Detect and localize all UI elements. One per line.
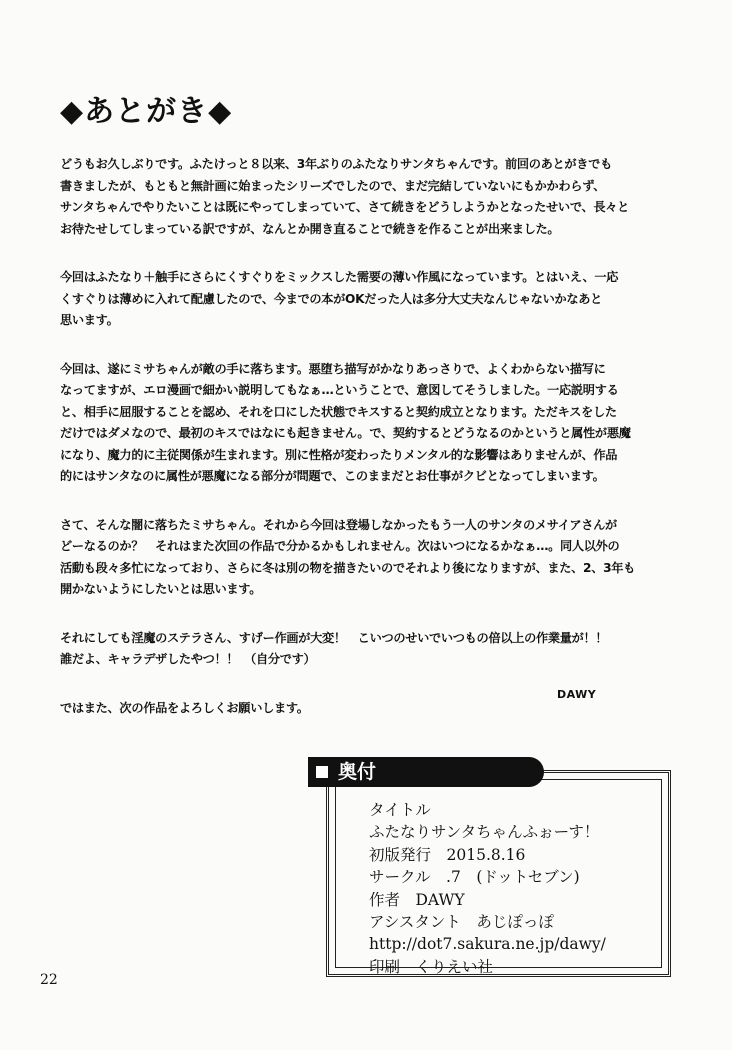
afterword-body	[60, 154, 675, 746]
text-line: それにしても淫魔のステラさん、すげー作画が大変！ こいつのせいでいつもの倍以上の作業量が！！	[60, 630, 608, 645]
text-line: 開かないようにしたいとは思います。	[60, 582, 262, 596]
colophon-row-assistant: アシスタント あじぽっぽ	[369, 913, 554, 932]
text-line: と、相手に屈服することを認め、それを口にした状態でキスすると契約成立となります。ただキスをした	[60, 404, 617, 419]
paragraph	[60, 267, 675, 332]
text-line: 誰だよ、キャラデザしたやつ！！ （自分です）	[60, 652, 316, 666]
text-line: さて、そんな闇に落ちたミサちゃん。それから今回は登場しなかったもう一人のサンタのメサイアさんが	[60, 517, 617, 532]
text-line: だけではダメなので、最初のキスではなにも起きません。で、契約するとどうなるのかというと属性が悪魔	[60, 426, 631, 440]
page-title: ◆あとがき◆	[60, 94, 233, 129]
text-line: なってますが、エロ漫画で細かい説明してもなぁ…ということで、意図してそうしました。一応説明する	[60, 383, 619, 397]
colophon-list	[369, 799, 606, 978]
text-line: 今回はふたなり＋触手にさらにくすぐりをミックスした需要の薄い作風になっています。とはいえ、一応	[60, 270, 619, 284]
colophon-heading: 奥付	[308, 757, 544, 787]
paragraph	[60, 154, 675, 240]
text-line: サンタちゃんでやりたいことは既にやってしまっていて、さて続きをどうしようかとなったせいで、長々と	[60, 200, 630, 214]
text-line: お待たせしてしまっている訳ですが、なんとか開き直ることで続きを作ることが出来ました。	[60, 221, 560, 236]
text-line: 書きましたが、もともと無計画に始まったシリーズでしたので、まだ完結していないにもかかわらず、	[60, 178, 605, 193]
colophon-row-label: タイトル	[369, 801, 431, 819]
text-line: どーなるのか？ それはまた次回の作品で分かるかもしれません。次はいつになるかなぁ…。同人以外の	[60, 539, 620, 553]
colophon-row-author: 作者 DAWY	[369, 890, 465, 909]
colophon-row-url: http://dot7.sakura.ne.jp/dawy/	[369, 935, 606, 954]
paragraph	[60, 628, 675, 671]
page-number: 22	[40, 972, 58, 988]
colophon-row-title: ふたなりサンタちゃんふぉーす！	[369, 823, 600, 842]
text-line: 活動も段々多忙になっており、さらに冬は別の物を描きたいのでそれより後になりますが、また、2、3年も	[60, 560, 636, 575]
signature: DAWY	[557, 688, 597, 701]
colophon-row-date: 初版発行 2015.8.16	[369, 845, 526, 864]
text-line: になり、魔力的に主従関係が生まれます。別に性格が変わったりメンタル的な影響はありませんが、作品	[60, 447, 618, 462]
colophon-row-printer: 印刷 くりえい社	[369, 957, 494, 976]
paragraph	[60, 359, 675, 488]
colophon-box	[326, 770, 671, 977]
text-line: 思います。	[60, 313, 119, 327]
paragraph	[60, 515, 675, 601]
text-line: 今回は、遂にミサちゃんが敵の手に落ちます。悪堕ち描写がかなりあっさりで、よくわからない描写に	[60, 361, 606, 376]
text-line: 的にはサンタなのに属性が悪魔になる部分が問題で、このままだとお仕事がクビとなってしまいます。	[60, 469, 605, 483]
text-line: ではまた、次の作品をよろしくお願いします。	[60, 700, 309, 715]
text-line: くすぐりは薄めに入れて配慮したので、今までの本がOKだった人は多分大丈夫なんじゃないかなあと	[60, 291, 603, 306]
text-line: どうもお久しぶりです。ふたけっと８以来、3年ぶりのふたなりサンタちゃんです。前回のあとがきでも	[60, 157, 612, 171]
colophon-row-circle: サークル .7 (ドットセブン)	[369, 868, 580, 887]
